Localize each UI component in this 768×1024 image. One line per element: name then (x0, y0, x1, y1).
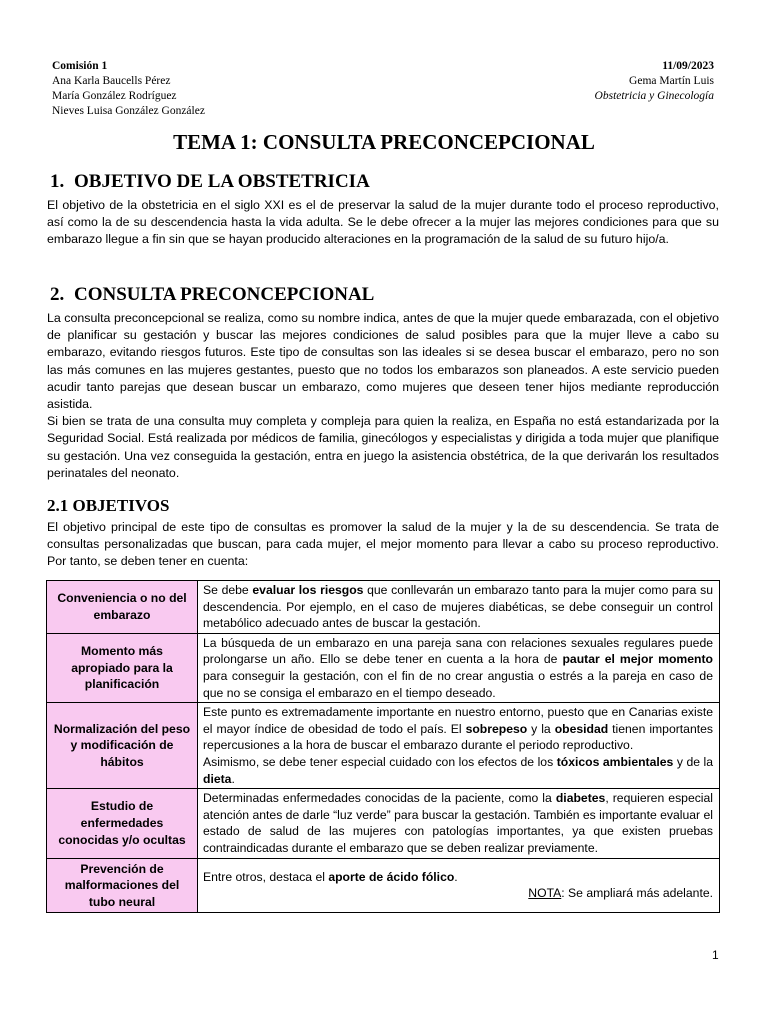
table-row (47, 581, 720, 634)
section-1-heading (50, 171, 370, 193)
bold-text: obesidad (554, 721, 609, 736)
table-row (47, 703, 720, 789)
row-description (198, 858, 720, 913)
row-paragraph (203, 869, 713, 886)
text-run: . (231, 771, 235, 786)
text-run: Se debe (203, 583, 253, 597)
document-title: TEMA 1: CONSULTA PRECONCEPCIONAL (173, 130, 595, 154)
row-label: Momento más apropiado para la planificación (47, 633, 198, 702)
text-run: tienen importantes repercusiones a la hora de buscar el embarazo durante el periodo reproductivo. (203, 721, 713, 753)
text-run: y de la (673, 754, 714, 769)
text-run: . (454, 869, 458, 884)
section-2-1-paragraph: El objetivo principal de este tipo de consultas es promover la salud de la mujer y la de su descendencia. Se trata de consultas personalizadas que buscan, para cada mujer, el mejor momento para llevar a cabo su proceso reproductivo. Por tanto, se deben tener en cuenta: (47, 520, 719, 569)
text-run: Entre otros, destaca el (203, 869, 329, 884)
text-run: para conseguir la gestación, con el fin de no crear angustia o estrés a la pareja en caso de que no se consiga el embarazo en el tiempo deseado. (203, 668, 713, 700)
row-label: Conveniencia o no del embarazo (47, 581, 198, 634)
row-description (198, 703, 720, 789)
bold-text: dieta (203, 771, 232, 786)
bold-text: diabetes (555, 791, 606, 806)
text-run: La búsqueda de un embarazo en una pareja sana con relaciones sexuales regulares puede prolongarse un año. Ello se debe tener en cuenta a la hora de (203, 635, 713, 667)
section-1-paragraph: El objetivo de la obstetricia en el siglo XXI es el de preservar la salud de la mujer durante todo el proceso reproductivo, así como la de su descendencia hasta la vida adulta. Se le debe ofrecer a la mujer las mejores condiciones para que su embarazo llegue a fin sin que se hayan producido alteraciones en la programación de la salud de su futuro hijo/a. (47, 198, 719, 247)
table-row (47, 858, 720, 913)
text-run: Asimismo, se debe tener especial cuidado con los efectos de los (203, 754, 557, 769)
note-text: : Se ampliará más adelante. (561, 886, 713, 901)
bold-text: evaluar los riesgos (252, 583, 364, 597)
subject-name: Obstetricia y Ginecología (594, 90, 714, 102)
section-1-number: 1. (50, 171, 65, 192)
section-1-title: OBJETIVO DE LA OBSTETRICIA (74, 171, 370, 192)
row-description (198, 789, 720, 858)
header-left (52, 59, 205, 119)
row-description (198, 633, 720, 702)
section-1-body (47, 197, 719, 249)
section-2-number: 2. (50, 284, 65, 305)
row-label: Prevención de malformaciones del tubo neural (47, 858, 198, 913)
row-label: Estudio de enfermedades conocidas y/o ocultas (47, 789, 198, 858)
note-label: NOTA (528, 886, 562, 901)
section-2-title: CONSULTA PRECONCEPCIONAL (74, 284, 375, 305)
commission-label: Comisión 1 (52, 60, 108, 72)
section-2-paragraph-1: La consulta preconcepcional se realiza, como su nombre indica, antes de que la mujer quede embarazada, con el objetivo de planificar su gestación y buscar las mejores condiciones de salud posibles para que la mujer lleve a cabo su embarazo, evitando riesgos futuros. Este tipo de consultas son las ideales si se desea buscar el embarazo, pero no son las más comunes en las mujeres gestantes, puesto que no todos los embarazos son planeados. A este servicio pueden acudir tanto parejas que desean buscar un embarazo, como mujeres que deseen tener hijos mediante reproducción asistida. (47, 311, 719, 412)
row-paragraph (203, 704, 713, 754)
section-2-1-heading: 2.1 OBJETIVOS (47, 496, 170, 515)
page-number: 1 (712, 948, 719, 962)
text-run: que conllevarán un embarazo tanto para la mujer como para su descendencia. Por ejemplo, en el caso de mujeres diabéticas, se debe conseguir un control metabólico adecuado antes de buscar la gestación. (203, 583, 713, 631)
row-paragraph (203, 754, 713, 787)
author-2: María González Rodríguez (52, 90, 177, 102)
text-run: y la (527, 721, 555, 736)
bold-text: pautar el mejor momento (562, 652, 713, 667)
author-3: Nieves Luisa González González (52, 105, 205, 117)
bold-text: tóxicos ambientales (556, 754, 674, 769)
section-2-heading (50, 284, 374, 306)
row-description (198, 581, 720, 634)
text-run: Este punto es extremadamente importante en nuestro entorno, puesto que en Canarias existe el mayor índice de obesidad de todo el país. El (203, 705, 713, 736)
bold-text: sobrepeso (465, 721, 528, 736)
teacher-name: Gema Martín Luis (629, 75, 714, 87)
header-right (595, 59, 714, 104)
date: 11/09/2023 (662, 60, 714, 72)
table-row (47, 789, 720, 858)
section-2-body (47, 310, 719, 482)
note-line (203, 885, 713, 902)
text-run: , requieren especial atención antes de darle “luz verde” para buscar la gestación. También es importante evaluar el estado de salud de las mujeres con patologías importantes, ya que existen pruebas contraindicadas durante el embarazo que se deben realizar previamente. (203, 791, 714, 855)
section-2-paragraph-2: Si bien se trata de una consulta muy completa y compleja para quien la realiza, en España no está estandarizada por la Seguridad Social. Está realizada por médicos de familia, ginecólogos y especialistas y dirigida a toda mujer que planifique su gestación. Una vez conseguida la gestación, entra en juego la asistencia obstétrica, de la que derivarán los resultados perinatales del neonato. (47, 414, 719, 480)
objectives-table (46, 580, 720, 913)
table-row (47, 633, 720, 702)
row-label: Normalización del peso y modificación de hábitos (47, 703, 198, 789)
author-1: Ana Karla Baucells Pérez (52, 75, 171, 87)
text-run: Determinadas enfermedades conocidas de la paciente, como la (203, 791, 556, 806)
section-2-1-body (47, 519, 719, 571)
bold-text: aporte de ácido fólico (328, 869, 455, 884)
